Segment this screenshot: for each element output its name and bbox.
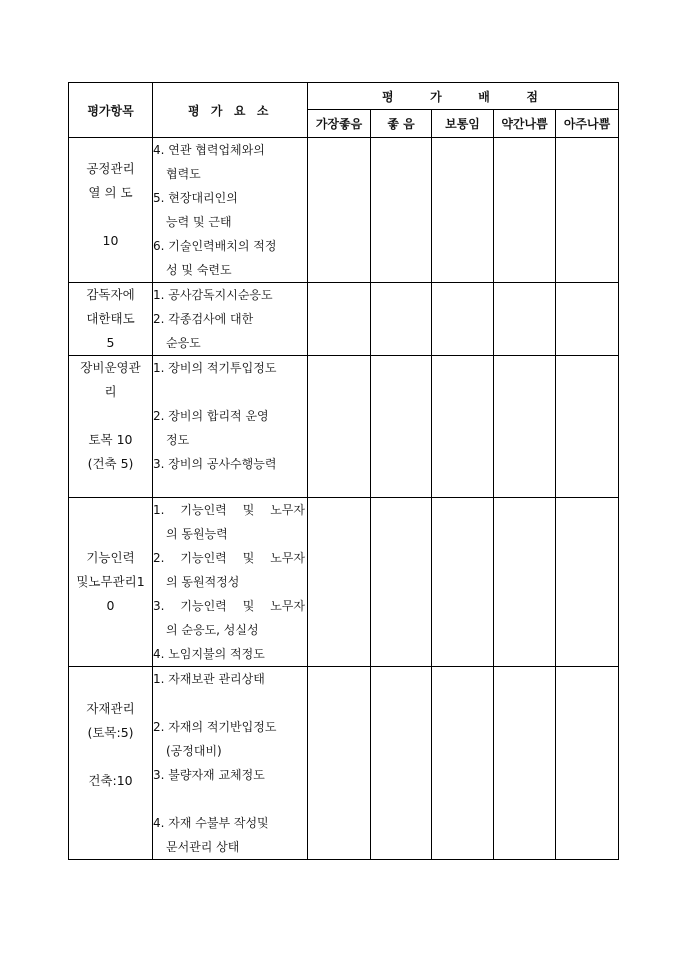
row-category: 감독자에 대한태도 5 bbox=[69, 283, 153, 356]
score-cell[interactable] bbox=[308, 138, 371, 283]
score-cell[interactable] bbox=[371, 138, 432, 283]
header-grade-good: 좋 음 bbox=[371, 110, 432, 138]
row-criteria: 1. 기능인력 및 노무자 의 동원능력 2. 기능인력 및 노무자 의 동원적정성 3. 기능인력 및 노무자 의 순응도, 성실성 4. 노임지불의 적정도 bbox=[153, 498, 308, 667]
table-row bbox=[69, 283, 619, 356]
table-row bbox=[69, 667, 619, 860]
score-cell[interactable] bbox=[308, 667, 371, 860]
score-cell[interactable] bbox=[308, 356, 371, 498]
score-cell[interactable] bbox=[371, 667, 432, 860]
score-cell[interactable] bbox=[494, 498, 556, 667]
score-cell[interactable] bbox=[308, 498, 371, 667]
evaluation-table bbox=[68, 82, 619, 860]
score-cell[interactable] bbox=[432, 283, 494, 356]
header-category: 평가항목 bbox=[69, 83, 153, 138]
row-category: 자재관리 (토목:5) 건축:10 bbox=[69, 667, 153, 860]
score-cell[interactable] bbox=[494, 138, 556, 283]
score-cell[interactable] bbox=[494, 356, 556, 498]
row-criteria: 1. 장비의 적기투입정도 2. 장비의 합리적 운영 정도 3. 장비의 공사수행능력 bbox=[153, 356, 308, 498]
score-cell[interactable] bbox=[556, 356, 619, 498]
score-cell[interactable] bbox=[432, 356, 494, 498]
header-grade-poor: 아주나쁨 bbox=[556, 110, 619, 138]
header-criteria: 평 가 요 소 bbox=[153, 83, 308, 138]
score-cell[interactable] bbox=[371, 356, 432, 498]
score-cell[interactable] bbox=[494, 283, 556, 356]
score-cell[interactable] bbox=[371, 283, 432, 356]
score-cell[interactable] bbox=[371, 498, 432, 667]
header-grade-fair: 약간나쁨 bbox=[494, 110, 556, 138]
table-row bbox=[69, 356, 619, 498]
score-cell[interactable] bbox=[432, 138, 494, 283]
score-cell[interactable] bbox=[432, 498, 494, 667]
score-cell[interactable] bbox=[432, 667, 494, 860]
row-category: 기능인력 및노무관리1 0 bbox=[69, 498, 153, 667]
header-score-group: 평 가 배 점 bbox=[308, 83, 619, 110]
table-row bbox=[69, 498, 619, 667]
score-cell[interactable] bbox=[494, 667, 556, 860]
row-criteria: 4. 연관 협력업체와의 협력도 5. 현장대리인의 능력 및 근태 6. 기술인력배치의 적정 성 및 숙련도 bbox=[153, 138, 308, 283]
header-grade-best: 가장좋음 bbox=[308, 110, 371, 138]
header-grade-average: 보통임 bbox=[432, 110, 494, 138]
row-criteria: 1. 공사감독지시순응도 2. 각종검사에 대한 순응도 bbox=[153, 283, 308, 356]
score-cell[interactable] bbox=[556, 283, 619, 356]
score-cell[interactable] bbox=[556, 138, 619, 283]
row-category: 장비운영관 리 토목 10 (건축 5) bbox=[69, 356, 153, 498]
table-row bbox=[69, 138, 619, 283]
score-cell[interactable] bbox=[308, 283, 371, 356]
row-category: 공정관리 열 의 도 10 bbox=[69, 138, 153, 283]
row-criteria: 1. 자재보관 관리상태 2. 자재의 적기반입정도 (공정대비) 3. 불량자재 교체정도 4. 자재 수불부 작성및 문서관리 상태 bbox=[153, 667, 308, 860]
score-cell[interactable] bbox=[556, 498, 619, 667]
score-cell[interactable] bbox=[556, 667, 619, 860]
